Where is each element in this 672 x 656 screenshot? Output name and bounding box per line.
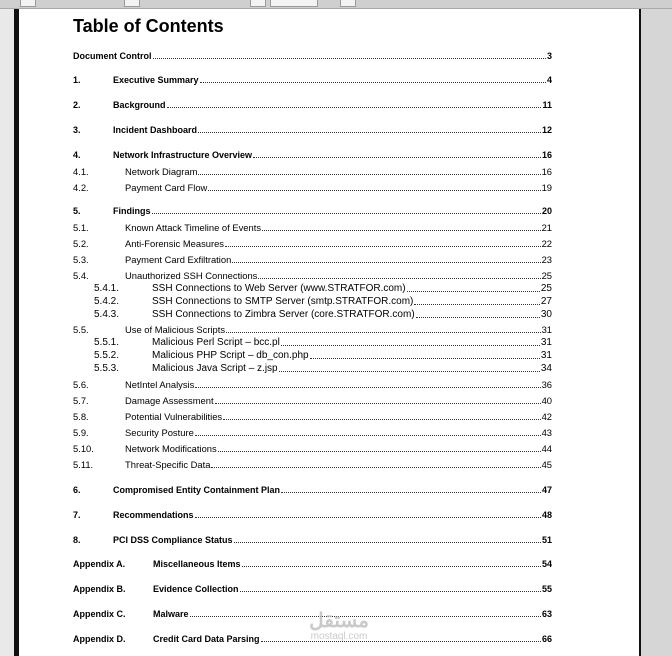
- toc-entry-line: [125, 379, 552, 390]
- viewer-toolbar: [0, 0, 672, 9]
- watermark-url: mostaql.com: [310, 631, 368, 642]
- toc-entry-number: 2.: [73, 100, 81, 110]
- toc-entry-page[interactable]: 40: [541, 395, 552, 406]
- dot-leader: [226, 332, 541, 333]
- toc-entry-page[interactable]: 34: [540, 363, 552, 374]
- toc-entry-page[interactable]: 31: [541, 324, 552, 335]
- toc-entry-number: 4.1.: [73, 166, 89, 177]
- toc-entry-line: [153, 559, 552, 569]
- toc-entry-title[interactable]: NetIntel Analysis: [125, 379, 195, 390]
- toc-entry-number: 5.5.1.: [94, 337, 120, 348]
- toc-entry-title[interactable]: Network Diagram: [125, 166, 198, 177]
- dot-leader: [198, 174, 540, 175]
- toc-entry-page[interactable]: 31: [540, 337, 552, 348]
- toc-entry[interactable]: [73, 51, 552, 65]
- dot-leader: [208, 190, 540, 191]
- toc-entry-title[interactable]: Credit Card Data Parsing: [153, 634, 260, 644]
- toc-entry-page[interactable]: 4: [546, 75, 552, 85]
- toc-entry-number: 5.4.1.: [94, 283, 120, 294]
- toc-entry[interactable]: [73, 125, 552, 139]
- toc-entry-page[interactable]: 42: [541, 411, 552, 422]
- toc-entry-page[interactable]: 27: [540, 296, 552, 307]
- toc-entry-number: 4.2.: [73, 182, 89, 193]
- toc-entry-page[interactable]: 23: [541, 254, 552, 265]
- toc-entry-number: 4.: [73, 150, 81, 160]
- toc-entry-line: [152, 337, 552, 348]
- toc-heading: Table of Contents: [73, 16, 224, 36]
- toc-entry-title[interactable]: Use of Malicious Scripts: [125, 324, 226, 335]
- dot-leader: [262, 230, 541, 231]
- dot-leader: [195, 387, 540, 388]
- dot-leader: [218, 451, 541, 452]
- toc-entry[interactable]: [73, 166, 552, 180]
- toc-entry-page[interactable]: 3: [546, 51, 552, 61]
- toc-entry-page[interactable]: 63: [541, 609, 552, 619]
- dot-leader: [223, 419, 540, 420]
- toc-entry-line: [125, 427, 552, 438]
- toc-entry-line: [113, 485, 552, 495]
- toc-entry-line: [113, 510, 552, 520]
- toc-entry-title[interactable]: Network Modifications: [125, 443, 217, 454]
- toc-entry-number: Appendix B.: [73, 584, 126, 594]
- toc-entry[interactable]: [73, 150, 552, 164]
- toc-entry-title[interactable]: Payment Card Exfiltration: [125, 254, 232, 265]
- toc-entry-line: [125, 443, 552, 454]
- toc-entry-number: 5.5.2.: [94, 350, 120, 361]
- toc-entry-line: [152, 283, 552, 294]
- toc-entry-title[interactable]: Executive Summary: [113, 75, 199, 85]
- toolbar-button[interactable]: [124, 0, 140, 7]
- toc-entry-page[interactable]: 16: [541, 150, 552, 160]
- dot-leader: [195, 517, 541, 518]
- toc-entry[interactable]: [73, 100, 552, 114]
- toc-entry-line: [113, 100, 552, 110]
- toolbar-button[interactable]: [250, 0, 266, 7]
- toc-entry-line: [153, 584, 552, 594]
- dot-leader: [153, 58, 546, 59]
- toc-entry-line: [152, 296, 552, 307]
- viewer-right-margin: [641, 9, 672, 656]
- dot-leader: [281, 345, 540, 346]
- toc-entry-title[interactable]: Background: [113, 100, 166, 110]
- dot-leader: [152, 213, 541, 214]
- toc-entry-page[interactable]: 48: [541, 510, 552, 520]
- toc-entry-number: 5.5.3.: [94, 363, 120, 374]
- toc-entry[interactable]: [73, 350, 552, 364]
- toc-entry[interactable]: [73, 222, 552, 236]
- toc-entry[interactable]: [73, 510, 552, 524]
- toc-entry-page[interactable]: 16: [541, 166, 552, 177]
- toc-entry-number: 5.2.: [73, 238, 89, 249]
- toc-entry-page[interactable]: 30: [540, 309, 552, 320]
- toc-entry-line: [113, 125, 552, 135]
- toc-entry[interactable]: [73, 296, 552, 310]
- toc-entry-line: [152, 363, 552, 374]
- toc-entry-title[interactable]: SSH Connections to Web Server (www.STRATFOR.com): [152, 283, 406, 294]
- toc-entry-line: [125, 395, 552, 406]
- toc-entry-page[interactable]: 22: [541, 238, 552, 249]
- toc-entry[interactable]: [73, 395, 552, 409]
- toc-entry-page[interactable]: 25: [540, 283, 552, 294]
- toc-entry-number: 1.: [73, 75, 81, 85]
- toc-entry-number: Appendix A.: [73, 559, 126, 569]
- toc-entry-number: 5.4.3.: [94, 309, 120, 320]
- toc-entry-title[interactable]: Potential Vulnerabilities: [125, 411, 223, 422]
- page-number-field[interactable]: [270, 0, 318, 7]
- toc-entry-title[interactable]: SSH Connections to SMTP Server (smtp.STRATFOR.com): [152, 296, 414, 307]
- toc-entry[interactable]: [73, 427, 552, 441]
- toc-entry-title[interactable]: PCI DSS Compliance Status: [113, 535, 233, 545]
- toc-entry-number: Appendix D.: [73, 634, 126, 644]
- dot-leader: [198, 132, 541, 133]
- toc-entry-page[interactable]: 21: [541, 222, 552, 233]
- toc-entry-number: 6.: [73, 485, 81, 495]
- toc-entry[interactable]: [73, 485, 552, 499]
- toc-entry-title[interactable]: Malicious PHP Script – db_con.php: [152, 350, 309, 361]
- toc-entry-line: [125, 222, 552, 233]
- toolbar-button[interactable]: [20, 0, 36, 7]
- dot-leader: [215, 403, 541, 404]
- toc-entry-line: [73, 51, 552, 61]
- toc-entry-page[interactable]: 45: [541, 459, 552, 470]
- toc-entry[interactable]: [73, 535, 552, 549]
- toc-entry[interactable]: [73, 363, 552, 377]
- toc-entry[interactable]: [73, 270, 552, 284]
- toc-entry-number: 5.4.: [73, 270, 89, 281]
- toc-entry-page[interactable]: 54: [541, 559, 552, 569]
- toc-entry-number: Appendix C.: [73, 609, 126, 619]
- toc-entry-title[interactable]: Malicious Perl Script – bcc.pl: [152, 337, 280, 348]
- toolbar-button[interactable]: [340, 0, 356, 7]
- document-page: [19, 9, 639, 656]
- toc-entry-page[interactable]: 20: [541, 206, 552, 216]
- toc-entry-title[interactable]: Recommendations: [113, 510, 194, 520]
- toc-entry-line: [125, 270, 552, 281]
- toc-entry-title[interactable]: Unauthorized SSH Connections: [125, 270, 258, 281]
- toc-entry-page[interactable]: 66: [541, 634, 552, 644]
- toc-entry-title[interactable]: Findings: [113, 206, 151, 216]
- toc-entry[interactable]: [73, 584, 552, 598]
- toc-entry-page[interactable]: 12: [541, 125, 552, 135]
- toc-entry-page[interactable]: 11: [542, 100, 552, 110]
- toc-entry-line: [113, 150, 552, 160]
- toc-entry-number: 7.: [73, 510, 81, 520]
- toc-entry-number: 5.5.: [73, 324, 89, 335]
- toc-entry-number: 5.6.: [73, 379, 89, 390]
- dot-leader: [242, 566, 541, 567]
- toc-entry-page[interactable]: 36: [541, 379, 552, 390]
- toc-entry-line: [125, 166, 552, 177]
- toc-entry-page[interactable]: 25: [541, 270, 552, 281]
- toc-entry-number: 5.9.: [73, 427, 89, 438]
- dot-leader: [253, 157, 541, 158]
- toc-entry-line: [125, 254, 552, 265]
- dot-leader: [232, 262, 540, 263]
- toc-entry-line: [125, 411, 552, 422]
- dot-leader: [167, 107, 542, 108]
- toc-entry[interactable]: [73, 75, 552, 89]
- toc-entry-title[interactable]: Miscellaneous Items: [153, 559, 241, 569]
- toc-entry-line: [125, 324, 552, 335]
- dot-leader: [200, 82, 546, 83]
- toc-entry[interactable]: [73, 337, 552, 351]
- toc-entry-page[interactable]: 19: [541, 182, 552, 193]
- toc-entry[interactable]: [73, 283, 552, 297]
- toc-entry-line: [152, 350, 552, 361]
- toc-entry-number: 5.3.: [73, 254, 89, 265]
- toc-entry[interactable]: [73, 411, 552, 425]
- toc-entry-title[interactable]: Damage Assessment: [125, 395, 214, 406]
- toc-entry-title[interactable]: SSH Connections to Zimbra Server (core.STRATFOR.com): [152, 309, 415, 320]
- dot-leader: [234, 542, 541, 543]
- dot-leader: [258, 278, 540, 279]
- dot-leader: [281, 492, 541, 493]
- toc-entry-line: [113, 75, 552, 85]
- toc-entry-number: 5.1.: [73, 222, 89, 233]
- toc-entry[interactable]: [73, 206, 552, 220]
- toc-entry[interactable]: [73, 459, 552, 473]
- toc-entry-number: 5.: [73, 206, 81, 216]
- toc-entry[interactable]: [73, 559, 552, 573]
- toc-entry[interactable]: [73, 309, 552, 323]
- toc-entry-title[interactable]: Compromised Entity Containment Plan: [113, 485, 281, 495]
- toc-entry-title[interactable]: Security Posture: [125, 427, 194, 438]
- dot-leader: [279, 371, 540, 372]
- watermark-logo-text: مستقل: [309, 610, 369, 632]
- toc-entry[interactable]: [73, 182, 552, 196]
- dot-leader: [240, 591, 541, 592]
- toc-entry-page[interactable]: 51: [541, 535, 552, 545]
- toc-entry-title[interactable]: Evidence Collection: [153, 584, 239, 594]
- toc-entry-page[interactable]: 55: [541, 584, 552, 594]
- dot-leader: [195, 435, 541, 436]
- toc-entry-line: [152, 309, 552, 320]
- toc-entry-page[interactable]: 43: [541, 427, 552, 438]
- toc-entry[interactable]: [73, 379, 552, 393]
- dot-leader: [225, 246, 541, 247]
- toc-entry-number: 3.: [73, 125, 81, 135]
- toc-entry-line: [125, 459, 552, 470]
- toc-entry-number: 5.7.: [73, 395, 89, 406]
- toc-entry-title[interactable]: Network Infrastructure Overview: [113, 150, 253, 160]
- toc-entry-title[interactable]: Threat-Specific Data: [125, 459, 211, 470]
- toc-entry[interactable]: [73, 238, 552, 252]
- toc-entry[interactable]: [73, 443, 552, 457]
- toc-entry-line: [113, 535, 552, 545]
- toc-entry-title[interactable]: Known Attack Timeline of Events: [125, 222, 262, 233]
- dot-leader: [310, 358, 540, 359]
- toc-entry-title[interactable]: Payment Card Flow: [125, 182, 208, 193]
- toc-entry-page[interactable]: 44: [541, 443, 552, 454]
- mostaql-watermark: [284, 611, 394, 642]
- toc-entry-title[interactable]: Incident Dashboard: [113, 125, 198, 135]
- toc-entry-title[interactable]: Malicious Java Script – z.jsp: [152, 363, 278, 374]
- toc-entry-line: [113, 206, 552, 216]
- toc-entry-number: 5.11.: [73, 459, 94, 470]
- toc-entry-number: 8.: [73, 535, 81, 545]
- dot-leader: [211, 467, 540, 468]
- toc-entry-title[interactable]: Malware: [153, 609, 189, 619]
- toc-entry-number: 5.8.: [73, 411, 89, 422]
- toc-entry-number: 5.4.2.: [94, 296, 120, 307]
- dot-leader: [416, 317, 540, 318]
- toc-entry[interactable]: [73, 254, 552, 268]
- viewer-left-margin: [0, 9, 14, 656]
- dot-leader: [414, 304, 540, 305]
- toc-entry-number: 5.10.: [73, 443, 94, 454]
- toc-entry-page[interactable]: 31: [540, 350, 552, 361]
- toc-entry-line: [125, 238, 552, 249]
- toc-entry-title[interactable]: Document Control: [73, 51, 152, 61]
- dot-leader: [407, 291, 540, 292]
- toc-entry-title[interactable]: Anti-Forensic Measures: [125, 238, 224, 249]
- toc-entry-line: [125, 182, 552, 193]
- toc-entry[interactable]: [73, 324, 552, 338]
- toc-entry-page[interactable]: 47: [541, 485, 552, 495]
